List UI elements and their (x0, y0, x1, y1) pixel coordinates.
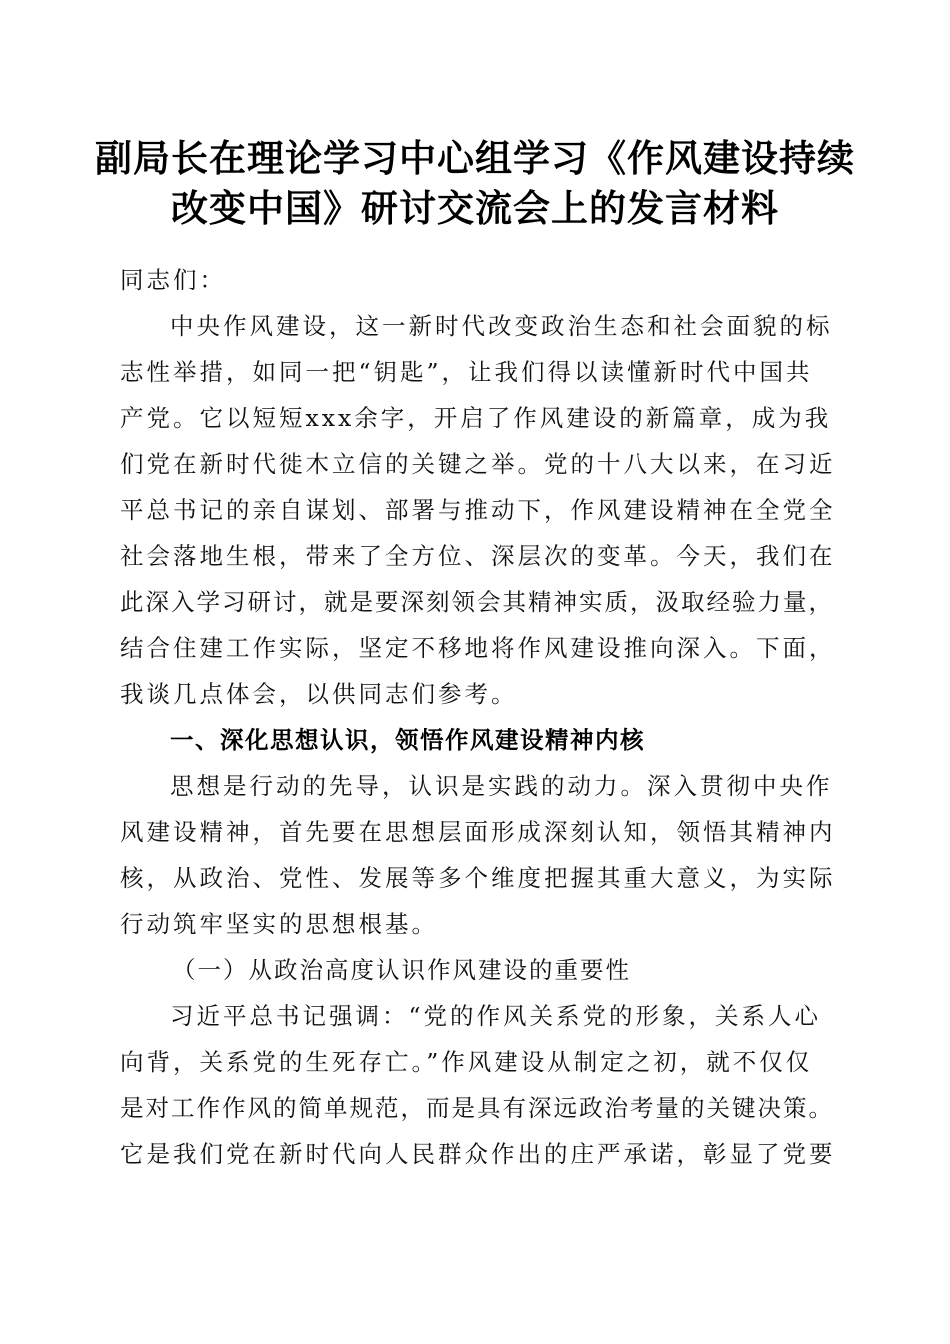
paragraph-line: 向背，关系党的生死存亡。”作风建设从制定之初，就不仅仅 (120, 1048, 813, 1076)
paragraph-line: 行动筑牢坚实的思想根基。 (120, 910, 438, 938)
paragraph-line: 核，从政治、党性、发展等多个维度把握其重大意义，为实际 (120, 864, 836, 892)
paragraph-line: 习近平总书记强调：“党的作风关系党的形象，关系人心 (170, 1002, 822, 1030)
document-title (80, 134, 870, 234)
paragraph-line: 产党。它以短短xxx余字，开启了作风建设的新篇章，成为我 (120, 404, 832, 432)
paragraph-line: 是对工作作风的简单规范，而是具有深远政治考量的关键决策。 (120, 1094, 834, 1122)
paragraph-line: 思想是行动的先导，认识是实践的动力。深入贯彻中央作 (170, 772, 833, 800)
paragraph-line: 平总书记的亲自谋划、部署与推动下，作风建设精神在全党全 (120, 496, 836, 524)
intro-paragraph (120, 303, 835, 717)
paragraph-line: 志性举措，如同一把“钥匙”，让我们得以读懂新时代中国共 (120, 358, 813, 386)
salutation: 同志们： (120, 266, 226, 294)
paragraph-line: 它是我们党在新时代向人民群众作出的庄严承诺，彰显了党要 (120, 1140, 836, 1168)
subsection-heading: （一）从政治高度认识作风建设的重要性 (172, 956, 631, 984)
paragraph-line: 结合住建工作实际，坚定不移地将作风建设推向深入。下面， (120, 634, 836, 662)
title-line: 副局长在理论学习中心组学习《作风建设持续 (95, 137, 855, 180)
paragraph-line: 此深入学习研讨，就是要深刻领会其精神实质，汲取经验力量， (120, 588, 834, 616)
document-body (120, 257, 835, 1177)
section-paragraph (120, 763, 835, 947)
section-heading: 一、深化思想认识，领悟作风建设精神内核 (170, 726, 645, 754)
paragraph-line: 风建设精神，首先要在思想层面形成深刻认知，领悟其精神内 (120, 818, 836, 846)
paragraph-line: 我谈几点体会，以供同志们参考。 (120, 680, 518, 708)
paragraph-line: 社会落地生根，带来了全方位、深层次的变革。今天，我们在 (120, 542, 836, 570)
subsection-paragraph (120, 993, 835, 1177)
title-line: 改变中国》研讨交流会上的发言材料 (171, 187, 779, 230)
paragraph-line: 中央作风建设，这一新时代改变政治生态和社会面貌的标 (170, 312, 833, 340)
paragraph-line: 们党在新时代徙木立信的关键之举。党的十八大以来，在习近 (120, 450, 836, 478)
